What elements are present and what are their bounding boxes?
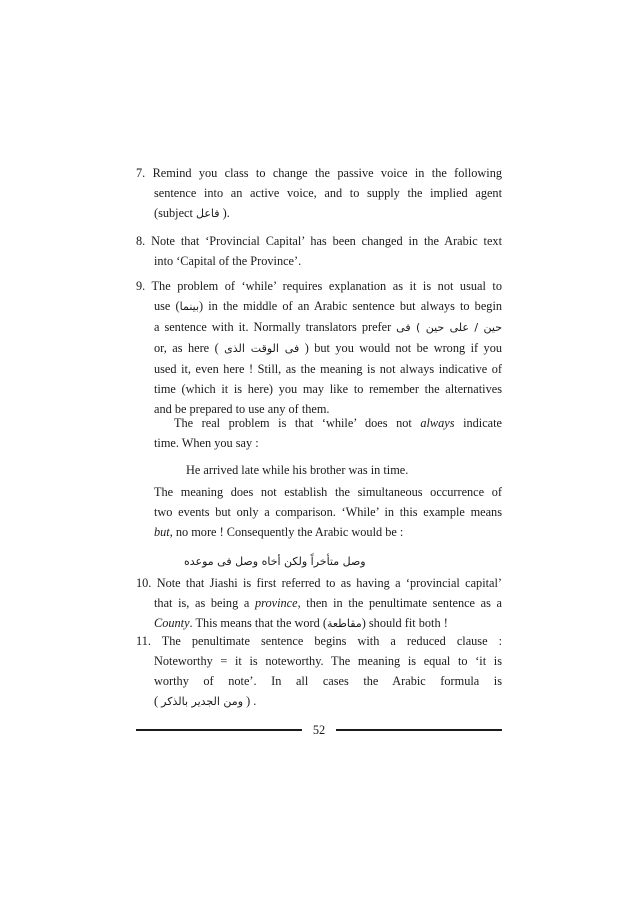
item-7-line-1: 7. Remind you class to change the passive voice in the following <box>136 166 502 180</box>
item-8 <box>136 231 502 271</box>
item-10-text: that is, as being a <box>154 596 255 610</box>
item-9-line-4-end: ) but you would not be wrong if you <box>299 341 502 355</box>
arabic-county: مقاطعة <box>326 617 362 630</box>
item-9-line-3-text: a sentence with it. Normally translators prefer <box>154 320 397 334</box>
arabic-subject: فاعل <box>196 207 220 220</box>
item-10-text-end: , then in the penultimate sentence as a <box>297 596 503 610</box>
item-11-close: ) . <box>243 694 257 708</box>
arabic-alternatives: حين / على حين ) فى <box>396 321 502 334</box>
item-7-line-3 <box>136 203 502 224</box>
emphasis-always: always <box>420 416 455 430</box>
item-10-line-1: 10. Note that Jiashi is first referred to as having a ‘provincial capital’ <box>136 576 502 590</box>
item-9-line-7: and be prepared to use any of them. <box>154 402 330 416</box>
item-7-text-end: ). <box>219 206 230 220</box>
arabic-example: وصل متأخراً ولكن أخاه وصل فى موعده <box>184 555 366 568</box>
item-11-line-2: Noteworthy = it is noteworthy. The meaning is equal to ‘it is <box>154 654 502 668</box>
item-10-line-3-text: . This means that the word ( <box>189 616 327 630</box>
item-10 <box>136 573 502 634</box>
page-number: 52 <box>312 723 326 737</box>
emphasis-province: province <box>254 596 298 610</box>
page-footer <box>136 720 502 740</box>
item-11-line-3: worthy of note’. In all cases the Arabic formula is <box>154 674 502 688</box>
arabic-while: بينما <box>179 300 200 313</box>
meaning-line-2: two events but only a comparison. ‘While’ in this example means <box>154 505 502 519</box>
item-9-line-2 <box>136 296 502 317</box>
real-problem-paragraph <box>136 413 502 480</box>
arabic-formula: ومن الجدير بالذكر <box>161 695 244 708</box>
footer-rule-right <box>336 729 502 731</box>
item-11-line-1: 11. The penultimate sentence begins with a reduced clause : <box>136 634 502 648</box>
example-sentence: He arrived late while his brother was in time. <box>186 463 409 477</box>
item-10-line-3-end: ) should fit both ! <box>361 616 448 630</box>
item-9-text-end: ) in the middle of an Arabic sentence but always to begin <box>199 299 503 313</box>
item-11-open: ( <box>154 694 162 708</box>
meaning-line-3 <box>136 522 502 542</box>
item-9-line-4 <box>136 338 502 359</box>
item-9-line-5: used it, even here ! Still, as the meaning is not always indicative of <box>154 362 502 376</box>
item-8-line-1: 8. Note that ‘Provincial Capital’ has been changed in the Arabic text <box>136 234 502 248</box>
arabic-at-the-time: فى الوقت الذى <box>224 342 300 355</box>
item-9 <box>136 276 502 419</box>
item-7-text: (subject <box>154 206 197 220</box>
item-11-line-4 <box>136 691 502 712</box>
item-7-line-2: sentence into an active voice, and to supply the implied agent <box>154 186 502 200</box>
item-9-line-6: time (which it is here) you may like to remember the alternatives <box>154 382 502 396</box>
item-9-line-1: 9. The problem of ‘while’ requires explanation as it is not usual to <box>136 279 502 293</box>
item-9-text: use ( <box>154 299 180 313</box>
meaning-line-3-text: , no more ! Consequently the Arabic would be : <box>169 525 404 539</box>
emphasis-county: County <box>154 616 190 630</box>
item-9-line-3 <box>136 317 502 338</box>
real-problem-line-1 <box>136 413 502 433</box>
meaning-line-1: The meaning does not establish the simultaneous occurrence of <box>154 485 502 499</box>
item-9-line-4-text: or, as here ( <box>154 341 225 355</box>
arabic-example-line <box>136 551 502 572</box>
real-problem-text: The real problem is that ‘while’ does not <box>174 416 421 430</box>
meaning-paragraph <box>136 482 502 572</box>
item-7 <box>136 163 502 224</box>
real-problem-text-end: indicate <box>454 416 502 430</box>
item-10-line-2 <box>136 593 502 613</box>
real-problem-line-2: time. When you say : <box>154 436 259 450</box>
emphasis-but: but <box>154 525 170 539</box>
footer-rule-left <box>136 729 302 731</box>
item-8-line-2: into ‘Capital of the Province’. <box>154 254 302 268</box>
item-11 <box>136 631 502 712</box>
